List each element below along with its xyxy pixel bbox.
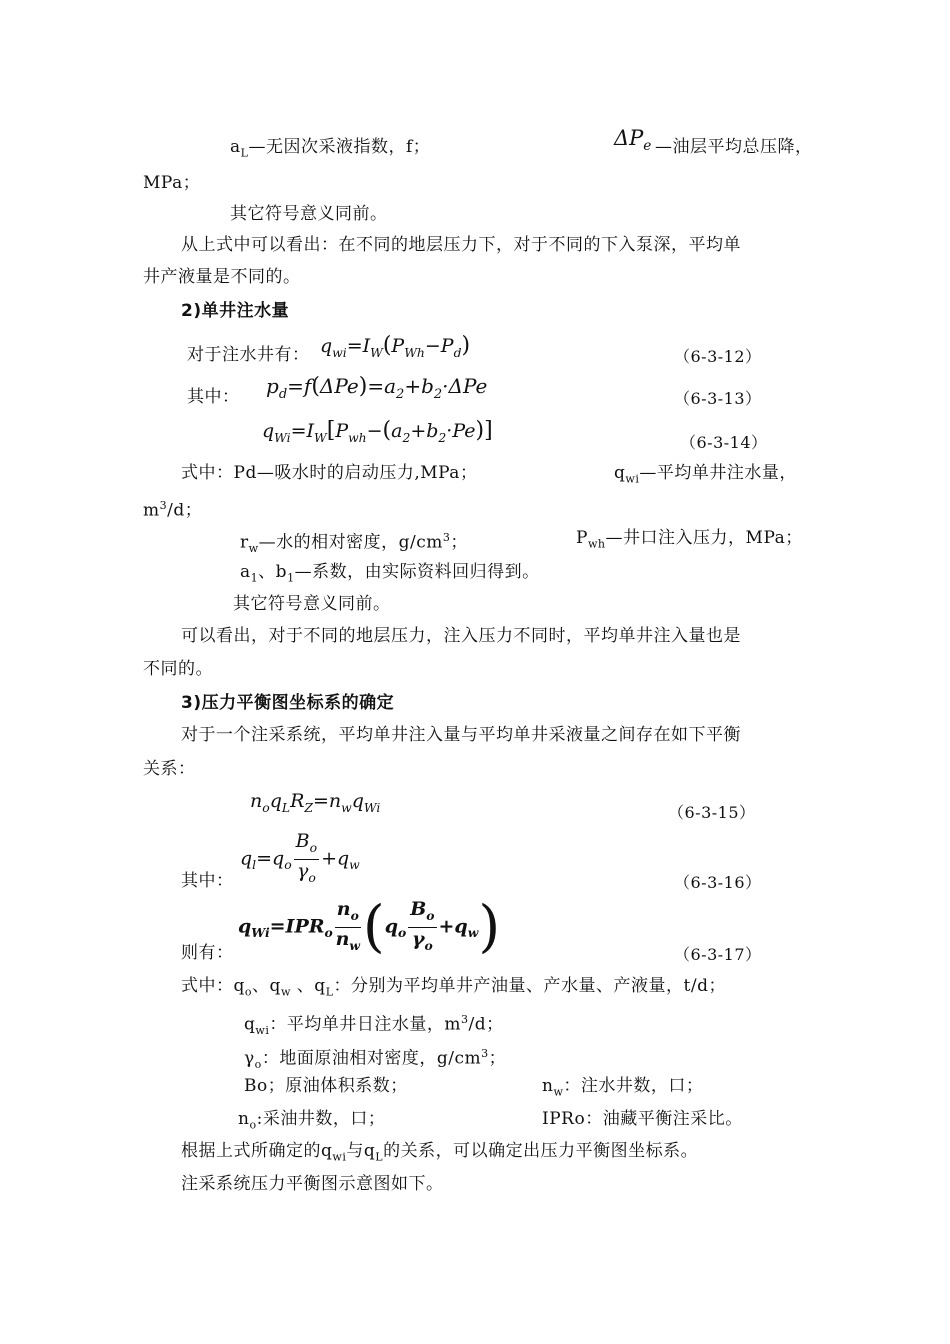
text-line: 可以看出，对于不同的地层压力，注入压力不同时，平均单井注入量也是 <box>181 626 741 646</box>
text-line: Bo；原油体积系数； <box>244 1076 408 1096</box>
text-line: $P_{wh}—$井口注入压力，MPa； <box>576 528 803 551</box>
text-line: 对于注水井有： <box>187 345 310 365</box>
text-line: 根据上式所确定的$q_{wi}$与$q_L$的关系，可以确定出压力平衡图坐标系。 <box>181 1141 699 1164</box>
equation-number: （6-3-15） <box>668 803 756 822</box>
equation-number: （6-3-17） <box>674 945 762 964</box>
text-line: 其它符号意义同前。 <box>233 594 391 614</box>
text-line: 不同的。 <box>143 659 213 679</box>
text-line: 从上式中可以看出：在不同的地层压力下，对于不同的下入泵深，平均单 <box>181 235 741 255</box>
text-line: $q_{wi}—$平均单井注水量， <box>614 463 797 486</box>
text-line: $q_{wi}$：平均单井日注水量，$m^3/d$； <box>244 1013 504 1038</box>
equation-number: （6-3-14） <box>680 433 768 452</box>
text-line: 其中： <box>187 387 240 407</box>
equation-14: $q_{Wi}=I_W[P_{wh}-(a_2+b_2\cdot Pe)]$ <box>262 418 493 445</box>
equation-17: $q_{Wi}=IPR_o$ $\frac{n_o}{n_w}$ ($q_o$ $\frac{B_o}{\gamma_o}$ $+q_w$) <box>238 894 501 960</box>
text-line: 其中： <box>181 871 234 891</box>
equation-delta-pe: $\Delta P_e$ <box>614 126 652 155</box>
text-line: —油层平均总压降， <box>655 137 813 157</box>
text-line: 关系： <box>143 759 196 779</box>
text-line: $n_o$:采油井数，口； <box>238 1109 386 1132</box>
section-heading: 3)压力平衡图坐标系的确定 <box>181 693 395 713</box>
text-line: 则有： <box>181 943 234 963</box>
equation-16: $q_l=q_o$ $\frac{B_o}{\gamma_o}$ $+q_w$ <box>240 830 360 885</box>
text-line: 其它符号意义同前。 <box>230 204 388 224</box>
equation-number: （6-3-13） <box>674 389 762 408</box>
equation-12: $q_{wi}=I_W(P_{Wh}-P_d)$ <box>320 333 471 360</box>
equation-number: （6-3-12） <box>674 347 762 366</box>
text-line: 井产液量是不同的。 <box>143 267 301 287</box>
text-line: MPa； <box>143 173 201 193</box>
equation-15: $n_oq_LR_Z=n_wq_{Wi}$ <box>250 790 381 815</box>
equation-13: $p_d=f(\Delta Pe)=a_2+b_2\cdot\Delta Pe$ <box>266 374 488 402</box>
text-line: 式中：$q_o$、$q_w$ 、$q_L$：分别为平均单井产油量、产水量、产液量，t/d； <box>181 976 726 999</box>
text-line: 式中：Pd—吸水时的启动压力,MPa； <box>181 463 478 483</box>
text-line: $a_L—$无因次采液指数，f； <box>230 137 431 160</box>
section-heading: 2)单井注水量 <box>181 301 290 321</box>
equation-number: （6-3-16） <box>674 873 762 892</box>
text-line: $a_1$、$b_1—$系数，由实际资料回归得到。 <box>240 562 540 585</box>
text-line: $m^3/d$； <box>143 499 203 521</box>
text-line: IPRo：油藏平衡注采比。 <box>542 1109 743 1129</box>
text-line: $n_w$：注水井数，口； <box>542 1076 704 1099</box>
text-line: 对于一个注采系统，平均单井注入量与平均单井采液量之间存在如下平衡 <box>181 725 741 745</box>
text-line: $\gamma_o$：地面原油相对密度，$g/cm^3$； <box>244 1047 507 1072</box>
text-line: 注采系统压力平衡图示意图如下。 <box>181 1174 444 1194</box>
text-line: $r_w—$水的相对密度，$g/cm^3$； <box>240 531 468 556</box>
